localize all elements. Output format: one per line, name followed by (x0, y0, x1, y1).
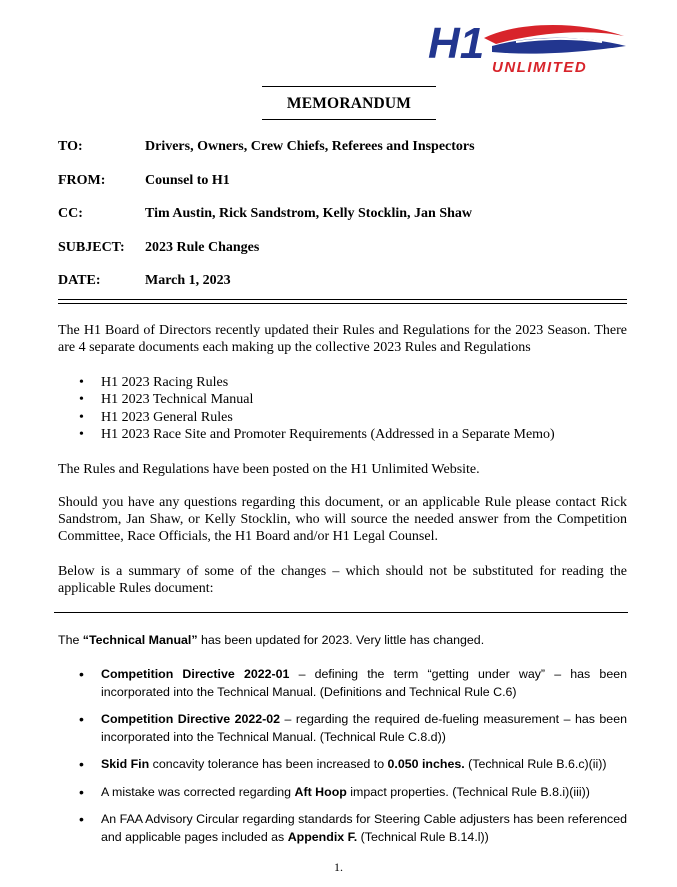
list-item (58, 666, 627, 701)
page-number: 1. (334, 860, 343, 874)
header-label: DATE: (58, 273, 101, 288)
title-rule-bottom (262, 119, 436, 120)
summary-paragraph: Below is a summary of some of the changes – which should not be substituted for reading the applicable Rules document: (58, 564, 627, 596)
list-item: • H1 2023 Technical Manual (58, 391, 555, 408)
item-text: A mistake was corrected regarding (101, 784, 295, 799)
header-value: March 1, 2023 (145, 273, 231, 288)
header-label: CC: (58, 206, 83, 221)
list-item (58, 784, 627, 802)
technical-manual-intro (58, 633, 484, 647)
list-item: • H1 2023 Racing Rules (58, 374, 555, 391)
intro-text: The (58, 633, 83, 647)
section-divider (54, 612, 628, 613)
technical-changes-list (58, 666, 627, 856)
intro-text: has been updated for 2023. Very little has changed. (197, 633, 485, 647)
item-bold: Competition Directive 2022-01 (101, 667, 290, 681)
logo-wordmark: UNLIMITED (492, 59, 588, 76)
title-rule-top (262, 86, 436, 87)
posted-paragraph: The Rules and Regulations have been posted on the H1 Unlimited Website. (58, 462, 480, 477)
item-text: – defining the term “getting under way” – has been incorporated into the Technical Manual. (Definitions and Technical Rule C.6) (101, 667, 627, 699)
header-value: Drivers, Owners, Crew Chiefs, Referees and Inspectors (145, 139, 475, 154)
item-text: An FAA Advisory Circular regarding standards for Steering Cable adjusters has been referenced and applicable pages included as (101, 812, 627, 844)
header-label: TO: (58, 139, 83, 154)
item-bold: 0.050 inches. (387, 757, 465, 771)
item-bold: Appendix F. (287, 829, 358, 844)
item-text: (Technical Rule B.6.c)(ii)) (464, 757, 607, 771)
documents-list (58, 374, 555, 444)
list-item (58, 756, 627, 774)
item-text: concavity tolerance has been increased to (149, 757, 388, 771)
header-value: Counsel to H1 (145, 173, 230, 188)
list-item: • H1 2023 Race Site and Promoter Requirements (Addressed in a Separate Memo) (58, 426, 555, 443)
header-label: SUBJECT: (58, 240, 125, 255)
h1-unlimited-logo (426, 12, 630, 78)
item-bold: Aft Hoop (294, 784, 347, 799)
header-value: Tim Austin, Rick Sandstrom, Kelly Stocklin, Jan Shaw (145, 206, 473, 221)
header-double-rule (58, 299, 627, 304)
item-bold: Competition Directive 2022-02 (101, 712, 281, 726)
questions-paragraph: Should you have any questions regarding this document, or an applicable Rule please contact Rick Sandstrom, Jan Shaw, or Kelly Stocklin, who will source the needed answer from the Competition Committee, Race Officials, the H1 Board and/or H1 Legal Counsel. (58, 495, 627, 544)
intro-paragraph: The H1 Board of Directors recently updated their Rules and Regulations for the 2023 Season. There are 4 separate documents each making up the collective 2023 Rules and Regulations (58, 323, 627, 355)
header-value: 2023 Rule Changes (145, 240, 260, 255)
header-label: FROM: (58, 173, 106, 188)
list-item (58, 711, 627, 746)
list-item: • H1 2023 General Rules (58, 409, 555, 426)
memo-title: MEMORANDUM (286, 95, 412, 112)
item-text: – regarding the required de-fueling measurement – has been incorporated into the Technical Manual. (Technical Rule C.8.d)) (101, 712, 627, 744)
item-text: impact properties. (Technical Rule B.8.i)(iii)) (346, 784, 590, 799)
technical-manual-title: “Technical Manual” (82, 633, 198, 647)
item-text: (Technical Rule B.14.l)) (357, 829, 489, 844)
logo-boat-hull (492, 38, 626, 54)
logo-mark: H1 (428, 19, 485, 68)
item-bold: Skid Fin (101, 757, 150, 771)
list-item (58, 811, 627, 846)
